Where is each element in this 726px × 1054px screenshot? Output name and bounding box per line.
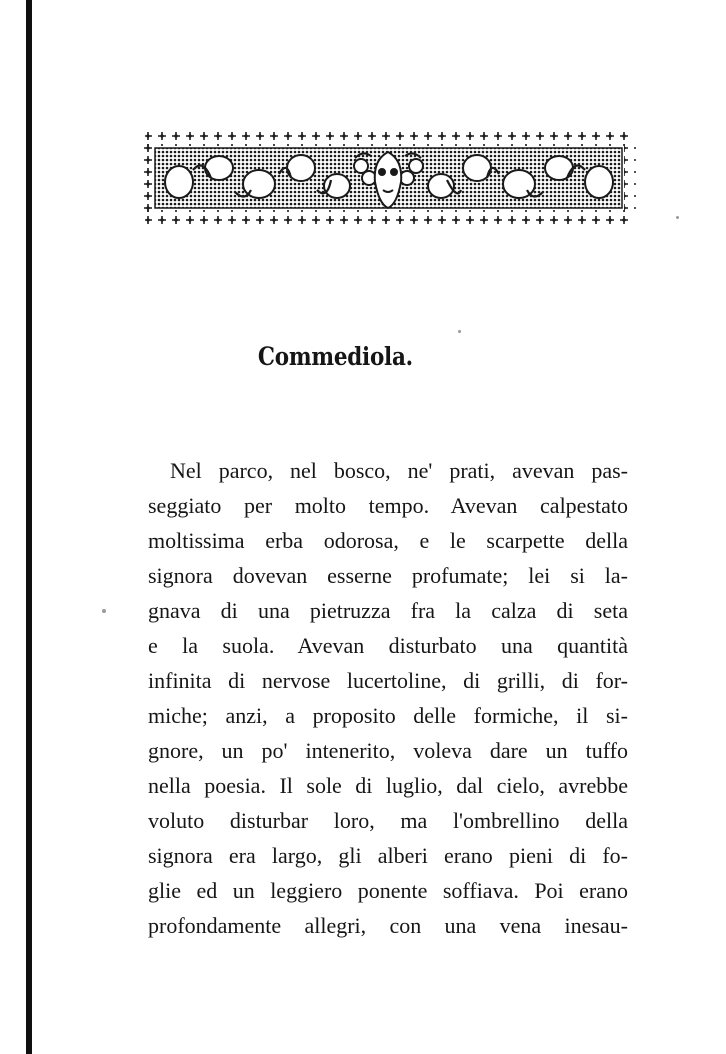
body-text-line-14: profondamente allegri, con una vena inesau-: [148, 913, 628, 938]
body-text-line-6: e la suola. Avevan disturbato una quantità: [148, 633, 628, 658]
body-text-line-7: infinita di nervose lucertoline, di grilli, di for-: [148, 668, 628, 693]
floral-headpiece-icon: [141, 130, 636, 226]
chapter-title: Commediola.: [257, 342, 413, 371]
body-text-line-13: glie ed un leggiero ponente soffiava. Poi erano: [148, 878, 628, 903]
body-text-line-1: Nel parco, nel bosco, ne' prati, avevan pas-: [170, 458, 628, 483]
body-text-line-5: gnava di una pietruzza fra la calza di seta: [148, 598, 628, 623]
body-text-line-9: gnore, un po' intenerito, voleva dare un tuffo: [148, 738, 628, 763]
body-text-line-10: nella poesia. Il sole di luglio, dal cielo, avrebbe: [148, 773, 628, 798]
print-speck: [458, 330, 461, 333]
body-text-line-11: voluto disturbar loro, ma l'ombrellino della: [148, 808, 628, 833]
body-text-line-2: seggiato per molto tempo. Avevan calpestato: [148, 493, 628, 518]
body-text-line-3: moltissima erba odorosa, e le scarpette della: [148, 528, 628, 553]
body-text-line-8: miche; anzi, a proposito delle formiche, il si-: [148, 703, 628, 728]
body-text-line-4: signora dovevan esserne profumate; lei si la-: [148, 563, 628, 588]
print-speck: [676, 216, 679, 219]
page-binding-edge: [26, 0, 32, 1054]
body-text-line-12: signora era largo, gli alberi erano pieni di fo-: [148, 843, 628, 868]
print-speck: [102, 609, 106, 613]
